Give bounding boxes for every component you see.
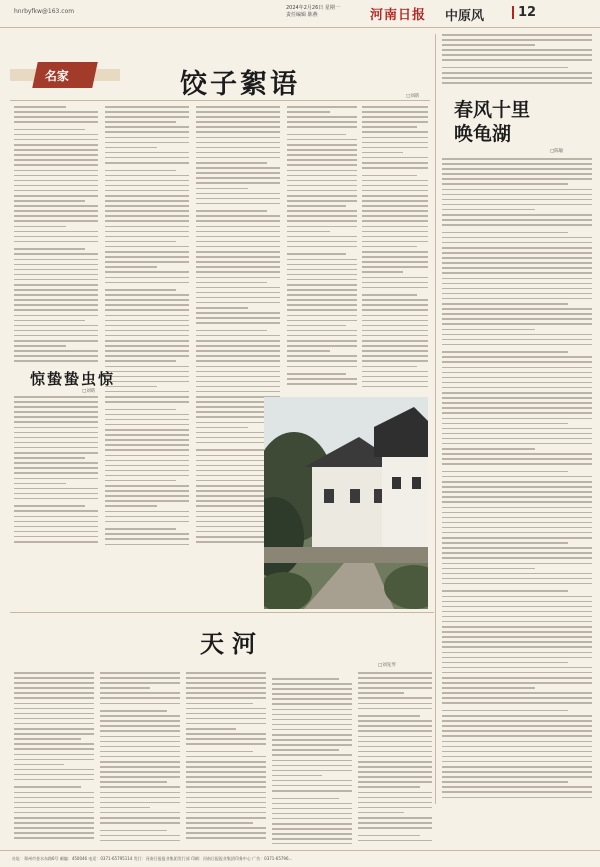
article-author-jingzhe: □刘昉 <box>82 389 96 394</box>
article-body-tianhe-col5 <box>358 672 432 844</box>
village-photo <box>264 397 428 609</box>
article-body-chunfeng <box>442 158 592 798</box>
photo-image <box>264 397 428 609</box>
column-badge: 名家 <box>32 62 98 88</box>
article-title-tianhe: 天河 <box>200 629 264 658</box>
article-title-chunfeng: 春风十里 唤龟湖 <box>454 99 531 145</box>
article-body-jiaozi-col2 <box>105 106 189 546</box>
article-body-tianhe-col3 <box>186 672 266 844</box>
contact-email: hnrbyfkw@163.com <box>14 8 75 15</box>
header-divider <box>512 6 514 19</box>
page-footer <box>0 850 600 867</box>
article-body-tianhe-col4 <box>272 672 352 844</box>
section-rule <box>10 612 434 613</box>
page-number: 12 <box>518 5 537 20</box>
section-name: 中原风 <box>445 9 485 24</box>
column-divider <box>435 34 436 804</box>
article-body-jiaozi-col4 <box>287 106 357 388</box>
article-author-tianhe: □刘先琴 <box>378 663 396 668</box>
article-body-tianhe-col2 <box>100 672 180 844</box>
article-body-tianhe-col1 <box>14 672 94 844</box>
article-author-chunfeng: □陈敏 <box>550 149 564 154</box>
article-body-jingzhe <box>14 396 98 546</box>
article-title-jingzhe: 惊蛰蛰虫惊 <box>30 370 116 388</box>
title-rule <box>10 100 430 101</box>
newspaper-logo: 河南日报 <box>370 8 427 23</box>
issue-date: 2024年2月26日 星期一 责任编辑 陈燕 <box>286 5 340 18</box>
article-body-jiaozi-col5 <box>362 106 428 388</box>
footer-text: 社址：郑州市金水东路6号 邮编：450046 电话：0371-65795114 发行：河南日报报业集团发行部 印刷：河南日报报业集团印务中心 广告：0371-65796... <box>12 856 293 861</box>
article-title-jiaozi: 饺子絮语 <box>180 69 300 100</box>
article-body-jiaozi-col1 <box>14 106 98 364</box>
article-body-tianhe-preface <box>442 34 592 90</box>
page-header <box>0 0 600 28</box>
article-author-jiaozi: □刘昉 <box>406 94 420 99</box>
